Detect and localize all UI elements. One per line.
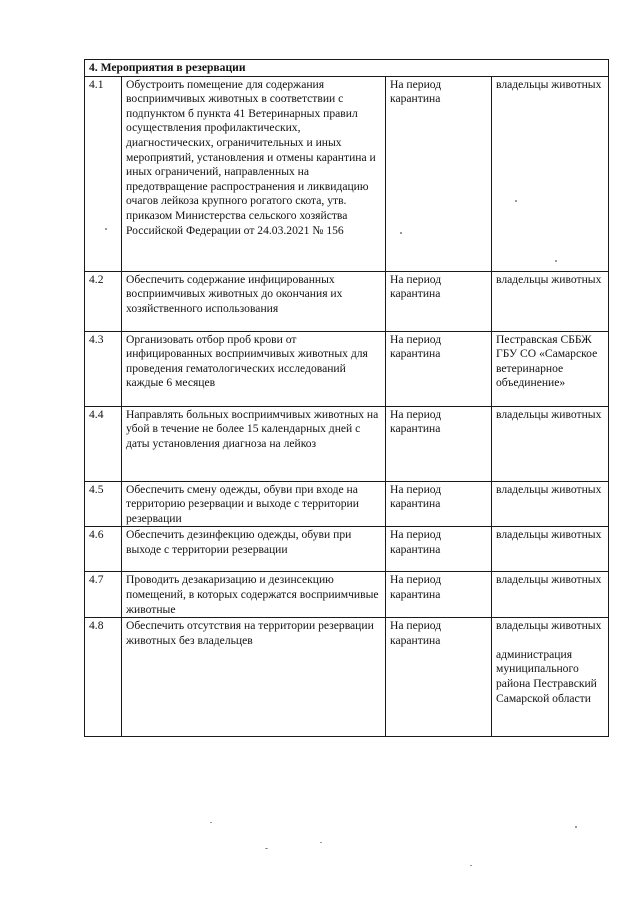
row-action: Проводить дезакаризацию и дезинсекцию помещений, в которых содержатся восприимчивые животные xyxy=(122,572,386,618)
row-number: 4.1 xyxy=(85,76,122,271)
row-period: На период карантина xyxy=(386,331,492,406)
row-period: На период карантина xyxy=(386,527,492,572)
responsible-party: владельцы животных xyxy=(496,272,602,286)
row-period: На период карантина xyxy=(386,406,492,481)
responsible-party: администрация муниципального района Пестравский Самарской области xyxy=(496,647,597,705)
scan-speck xyxy=(555,260,557,262)
row-number: 4.3 xyxy=(85,331,122,406)
row-period: На период карантина xyxy=(386,618,492,737)
row-number: 4.5 xyxy=(85,481,122,527)
scan-speck xyxy=(265,848,268,849)
row-period: На период карантина xyxy=(386,572,492,618)
responsible-party: Пестравская СББЖ ГБУ СО «Самарское ветеринарное объединение» xyxy=(496,332,598,390)
section-header-row xyxy=(85,60,609,77)
row-responsible xyxy=(492,618,609,737)
measures-table xyxy=(84,59,609,737)
responsible-party: владельцы животных xyxy=(496,528,602,542)
row-period: На период карантина xyxy=(386,481,492,527)
row-number: 4.4 xyxy=(85,406,122,481)
row-responsible xyxy=(492,572,609,618)
row-responsible xyxy=(492,527,609,572)
table-row xyxy=(85,481,609,527)
row-responsible xyxy=(492,271,609,331)
row-number: 4.6 xyxy=(85,527,122,572)
table-row xyxy=(85,271,609,331)
scan-speck xyxy=(400,232,402,234)
row-action: Обеспечить дезинфекцию одежды, обуви при выходе с территории резервации xyxy=(122,527,386,572)
row-action: Направлять больных восприимчивых животных на убой в течение не более 15 календарных дней с даты установления диагноза на лейкоз xyxy=(122,406,386,481)
scan-speck xyxy=(210,822,212,823)
row-responsible xyxy=(492,76,609,271)
row-action: Обеспечить отсутствия на территории резервации животных без владельцев xyxy=(122,618,386,737)
scan-speck xyxy=(105,228,107,230)
scan-speck xyxy=(470,865,472,866)
responsible-spacer xyxy=(496,634,604,648)
scan-speck xyxy=(320,842,322,843)
table-row xyxy=(85,76,609,271)
row-number: 4.7 xyxy=(85,572,122,618)
responsible-party: владельцы животных xyxy=(496,573,602,587)
scan-speck xyxy=(575,826,577,828)
table-row xyxy=(85,618,609,737)
row-responsible xyxy=(492,406,609,481)
scan-speck xyxy=(515,200,517,202)
row-action: Обеспечить смену одежды, обуви при входе на территорию резервации и выходе с территории резервации xyxy=(122,481,386,527)
row-number: 4.2 xyxy=(85,271,122,331)
responsible-party: владельцы животных xyxy=(496,407,602,421)
row-responsible xyxy=(492,331,609,406)
responsible-party: владельцы животных xyxy=(496,482,602,496)
table-row xyxy=(85,572,609,618)
row-action: Обеспечить содержание инфицированных восприимчивых животных до окончания их хозяйственного использования xyxy=(122,271,386,331)
table-row xyxy=(85,527,609,572)
row-number: 4.8 xyxy=(85,618,122,737)
table-row xyxy=(85,406,609,481)
row-period: На период карантина xyxy=(386,271,492,331)
row-period: На период карантина xyxy=(386,76,492,271)
section-title: 4. Мероприятия в резервации xyxy=(85,60,609,77)
row-responsible xyxy=(492,481,609,527)
table-row xyxy=(85,331,609,406)
row-action: Обустроить помещение для содержания восприимчивых животных в соответствии с подпунктом б пункта 41 Ветеринарных правил осуществления профилактических, диагностических, ограничительных и иных мероприятий, установления и отмены карантина и иных ограничений, направленных на предотвращение распространения и ликвидацию очагов лейкоза крупного рогатого скота, утв. приказом Министерства сельского хозяйства Российской Федерации от 24.03.2021 № 156 xyxy=(122,76,386,271)
responsible-party: владельцы животных xyxy=(496,619,602,633)
row-action: Организовать отбор проб крови от инфицированных восприимчивых животных для проведения гематологических исследований каждые 6 месяцев xyxy=(122,331,386,406)
responsible-party: владельцы животных xyxy=(496,77,602,91)
